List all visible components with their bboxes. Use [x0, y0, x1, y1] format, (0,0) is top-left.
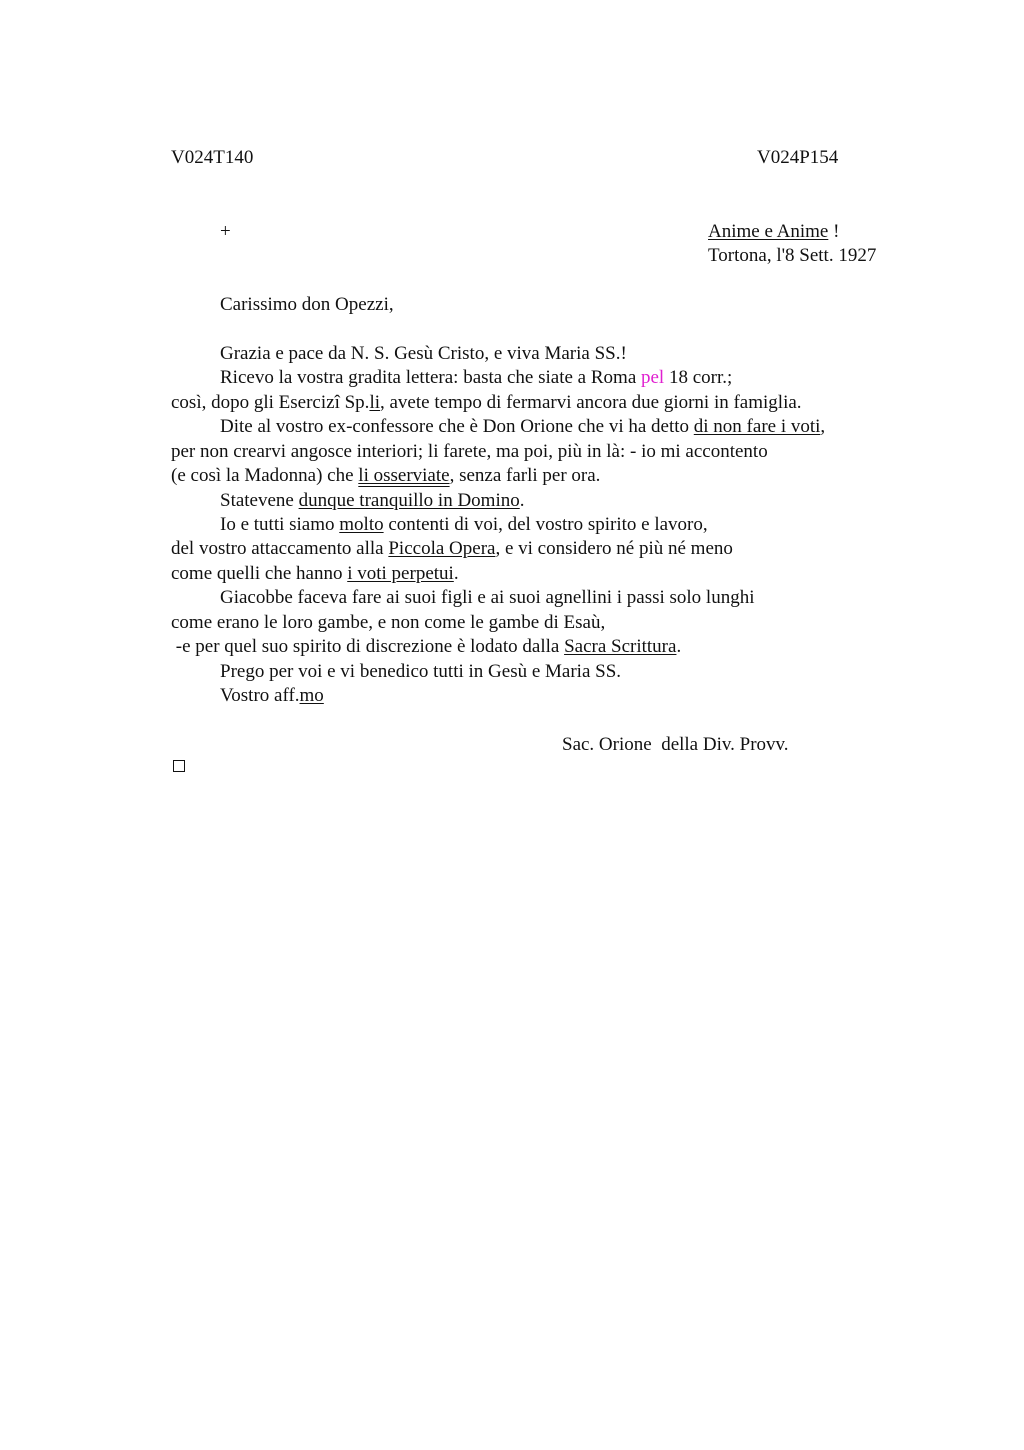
underlined-text: mo [299, 685, 324, 706]
cross-symbol: + [220, 221, 231, 242]
text-segment: , avete tempo di fermarvi ancora due giorni in famiglia. [380, 392, 802, 413]
text-segment: , senza farli per ora. [449, 465, 601, 486]
text-segment: Sp. [339, 392, 370, 413]
body-line-7 [220, 490, 524, 512]
body-line-10 [171, 563, 459, 585]
body-line-1: Grazia e pace da N. S. Gesù Cristo, e viva Maria SS.! [220, 343, 627, 364]
document-code-right: V024P154 [757, 147, 839, 168]
underlined-text: Sacra Scrittura [564, 636, 677, 657]
text-segment: del vostro attaccamento alla [171, 538, 389, 559]
body-line-13 [171, 636, 681, 658]
text-segment: . [676, 636, 682, 657]
text-segment: contenti di voi, del vostro spirito e lavoro, [383, 514, 708, 535]
text-segment: Vostro aff. [220, 685, 300, 706]
body-line-5: per non crearvi angosce interiori; li farete, ma poi, più in là: - io mi accontento [171, 441, 768, 462]
underlined-text: molto [339, 514, 384, 535]
box-symbol [173, 760, 185, 772]
text-segment: Io e tutti siamo [220, 514, 340, 535]
text-segment: così, dopo gli Esercizî [171, 392, 340, 413]
motto-text: Anime e Anime [708, 221, 829, 242]
text-segment: Statevene [220, 490, 299, 511]
text-segment: -e per quel suo spirito di discrezione è lodato dalla [171, 636, 565, 657]
text-segment: . [519, 490, 525, 511]
underlined-text: dunque tranquillo in Domino [298, 490, 520, 511]
body-line-14: Prego per voi e vi benedico tutti in Gesù e Maria SS. [220, 661, 622, 682]
body-line-2 [220, 367, 732, 389]
body-line-4 [220, 416, 825, 438]
body-line-3 [171, 392, 802, 414]
motto [708, 221, 839, 243]
text-segment: Dite al vostro ex-confessore che è Don Orione che vi ha detto [220, 416, 694, 437]
underlined-text: i voti perpetui [347, 563, 454, 584]
body-line-9 [171, 538, 733, 560]
double-underlined-text: li osserviate [358, 465, 450, 486]
body-line-11: Giacobbe faceva fare ai suoi figli e ai suoi agnellini i passi solo lunghi [220, 587, 755, 608]
text-segment: , [820, 416, 826, 437]
body-line-12: come erano le loro gambe, e non come le gambe di Esaù, [171, 612, 606, 633]
underlined-text: li [369, 392, 380, 413]
text-segment: come quelli che hanno [171, 563, 348, 584]
text-segment: 18 corr.; [664, 367, 733, 388]
signature: Sac. Orione della Div. Provv. [562, 734, 789, 755]
motto-suffix: ! [828, 221, 840, 242]
text-segment: , e vi considero né più né meno [495, 538, 733, 559]
body-line-8 [220, 514, 708, 536]
text-segment: Ricevo la vostra gradita lettera: basta che siate a Roma [220, 367, 641, 388]
highlighted-word: pel [641, 367, 665, 388]
body-line-6 [171, 465, 600, 487]
document-code-left: V024T140 [171, 147, 254, 168]
closing [220, 685, 324, 707]
text-segment: . [453, 563, 459, 584]
place-date: Tortona, l'8 Sett. 1927 [708, 245, 877, 266]
text-segment: (e così la Madonna) che [171, 465, 359, 486]
salutation: Carissimo don Opezzi, [220, 294, 394, 315]
underlined-text: di non fare i voti [693, 416, 821, 437]
underlined-text: Piccola Opera [388, 538, 496, 559]
